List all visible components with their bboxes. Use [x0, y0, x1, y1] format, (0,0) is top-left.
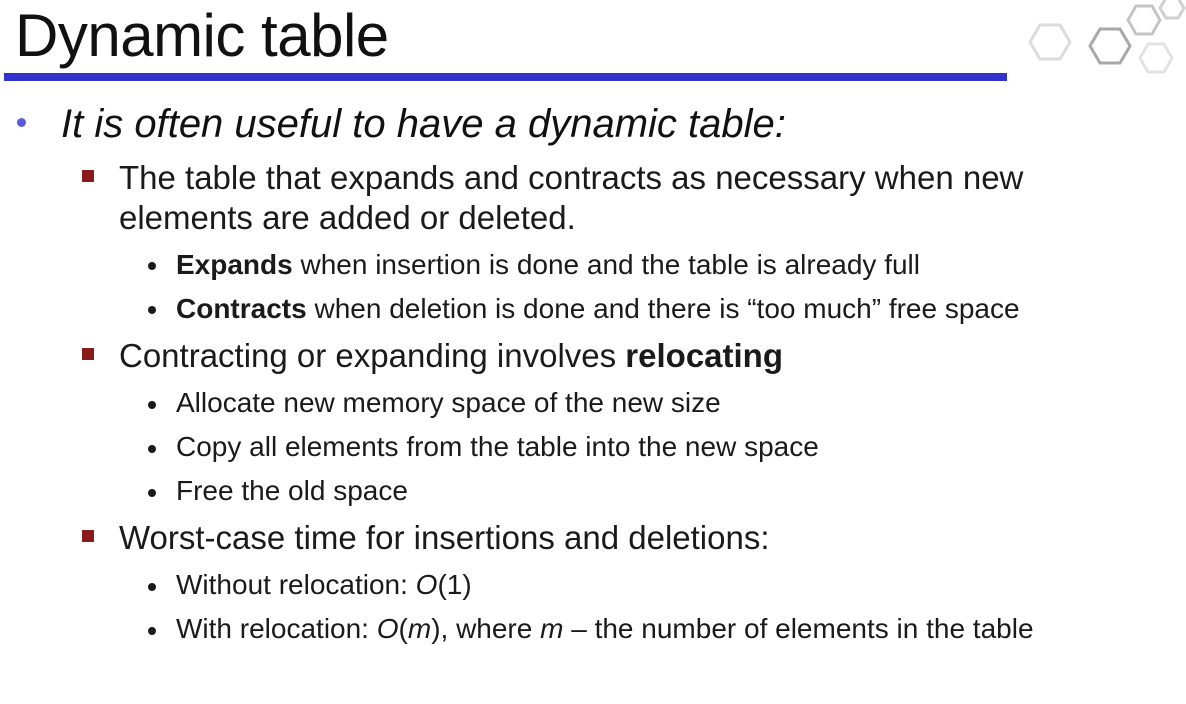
variable-m: m [540, 613, 564, 644]
bullet-p1-line1: The table that expands and contracts as necessary when new [119, 159, 1024, 196]
bullet-p3-sub2-rest: – the number of elements in the table [563, 613, 1034, 644]
big-o-symbol: O [415, 569, 438, 600]
variable-m: m [407, 613, 432, 644]
bullet-p2-bold: relocating [625, 337, 783, 374]
bullet-p3-sub2 [176, 613, 1034, 645]
bullet-p2-text: Contracting or expanding involves [119, 337, 626, 374]
bullet-p2-sub1: Allocate new memory space of the new size [176, 387, 721, 418]
big-o-symbol: O [376, 613, 399, 644]
bullet-p3-sub1-arg: (1) [437, 569, 472, 600]
bullet-level3 [148, 489, 156, 497]
bullet-p2-sub3: Free the old space [176, 475, 408, 506]
bullet-level3 [148, 401, 156, 409]
bullet-level3 [148, 583, 156, 591]
slide-title: Dynamic table [15, 2, 389, 69]
bullet-level2 [82, 348, 94, 360]
bullet-level1 [17, 118, 26, 127]
bullet-p2 [119, 337, 783, 375]
bullet-contracts-text: when deletion is done and there is “too much” free space [306, 293, 1020, 324]
bullet-contracts [176, 293, 1020, 325]
bullet-intro: It is often useful to have a dynamic table: [61, 102, 786, 146]
paren-open: ( [398, 613, 408, 644]
bullet-level3 [148, 627, 156, 635]
bullet-level3 [148, 262, 156, 270]
bullet-contracts-bold: Contracts [176, 293, 307, 324]
bullet-expands-text: when insertion is done and the table is already full [292, 249, 920, 280]
bullet-p2-sub2: Copy all elements from the table into the new space [176, 431, 819, 462]
bullet-level2 [82, 530, 94, 542]
bullet-level3 [148, 445, 156, 453]
bullet-level3 [148, 306, 156, 314]
bullet-level2 [82, 170, 94, 182]
bullet-p3-sub2-prefix: With relocation: [176, 613, 377, 644]
bullet-p3-sub1 [176, 569, 472, 601]
bullet-expands-bold: Expands [176, 249, 293, 280]
bullet-expands [176, 249, 920, 281]
bullet-p3: Worst-case time for insertions and deletions: [119, 519, 770, 556]
bullet-p3-sub1-prefix: Without relocation: [176, 569, 416, 600]
bullet-p1-line2: elements are added or deleted. [119, 199, 576, 236]
paren-close-where: ), where [431, 613, 541, 644]
